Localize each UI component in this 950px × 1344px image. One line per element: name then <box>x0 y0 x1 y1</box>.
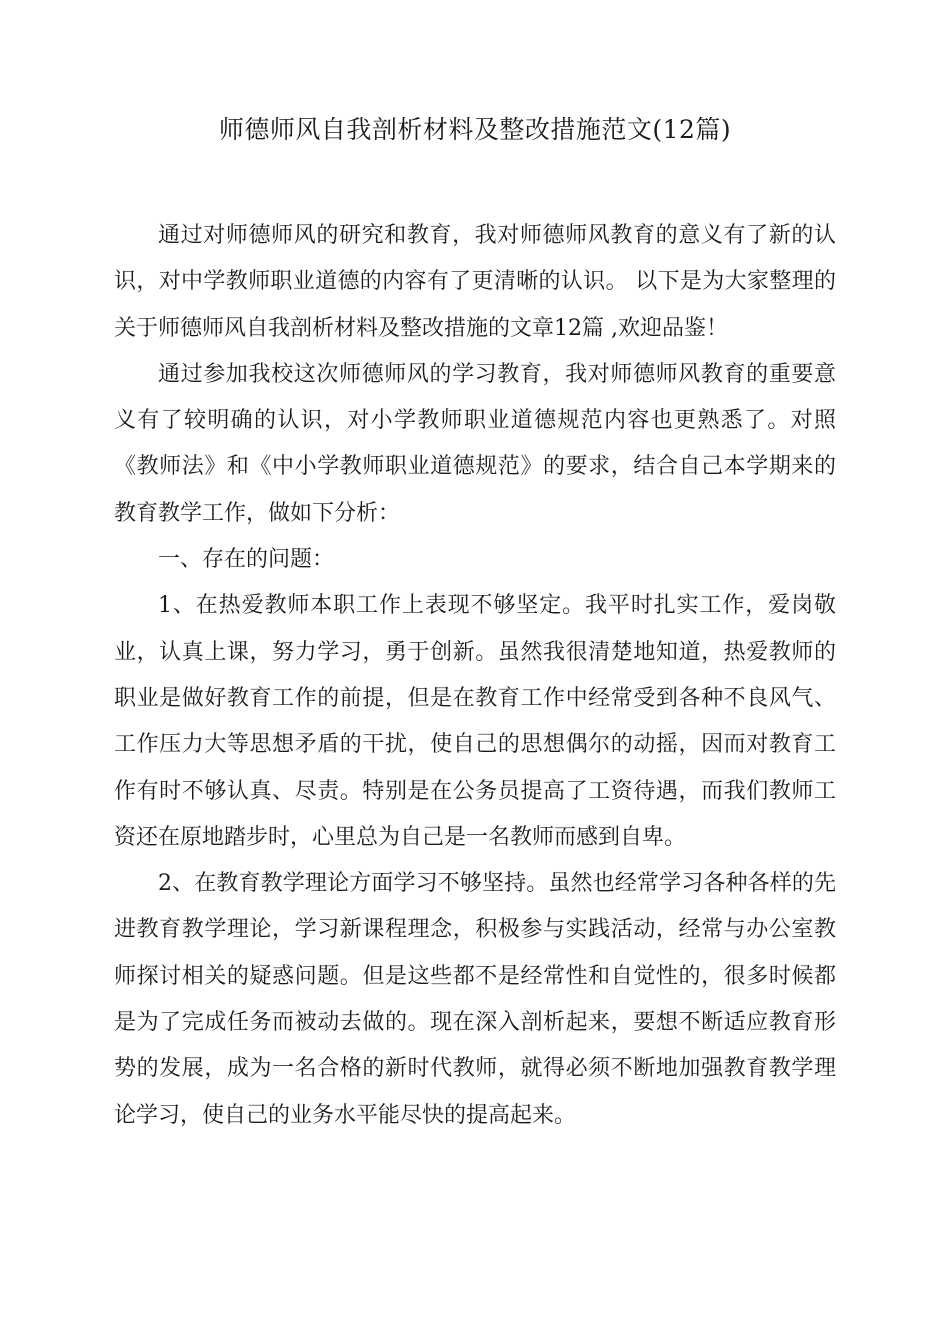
document-title: 师德师风自我剖析材料及整改措施范文(12篇) <box>218 115 732 144</box>
paragraph-problem-1: 1、在热爱教师本职工作上表现不够坚定。我平时扎实工作，爱岗敬业，认真上课，努力学习，勇于创新。虽然我很清楚地知道，热爱教师的职业是做好教育工作的前提，但是在教育工作中经常受到各种不良风气、工作压力大等思想矛盾的干扰，使自己的思想偶尔的动摇，因而对教育工作有时不够认真、尽责。特别是在公务员提高了工资待遇，而我们教师工资还在原地踏步时，心里总为自己是一名教师而感到自卑。 <box>114 593 836 850</box>
document-body <box>114 213 836 1139</box>
paragraph-intro: 通过对师德师风的研究和教育，我对师德师风教育的意义有了新的认识，对中学教师职业道德的内容有了更清晰的认识。 以下是为大家整理的关于师德师风自我剖析材料及整改措施的文章12篇 ,欢迎品鉴！ <box>114 223 836 341</box>
paragraph-problem-2: 2、在教育教学理论方面学习不够坚持。虽然也经常学习各种各样的先进教育教学理论，学习新课程理念，积极参与实践活动，经常与办公室教师探讨相关的疑惑问题。但是这些都不是经常性和自觉性的，很多时候都是为了完成任务而被动去做的。现在深入剖析起来，要想不断适应教育形势的发展，成为一名合格的新时代教师，就得必须不断地加强教育教学理论学习，使自己的业务水平能尽快的提高起来。 <box>114 871 836 1128</box>
paragraph-study-reflection: 通过参加我校这次师德师风的学习教育，我对师德师风教育的重要意义有了较明确的认识，对小学教师职业道德规范内容也更熟悉了。对照《教师法》和《中小学教师职业道德规范》的要求，结合自己本学期来的教育教学工作，做如下分析： <box>114 361 836 526</box>
section-heading-problems: 一、存在的问题： <box>158 547 335 573</box>
